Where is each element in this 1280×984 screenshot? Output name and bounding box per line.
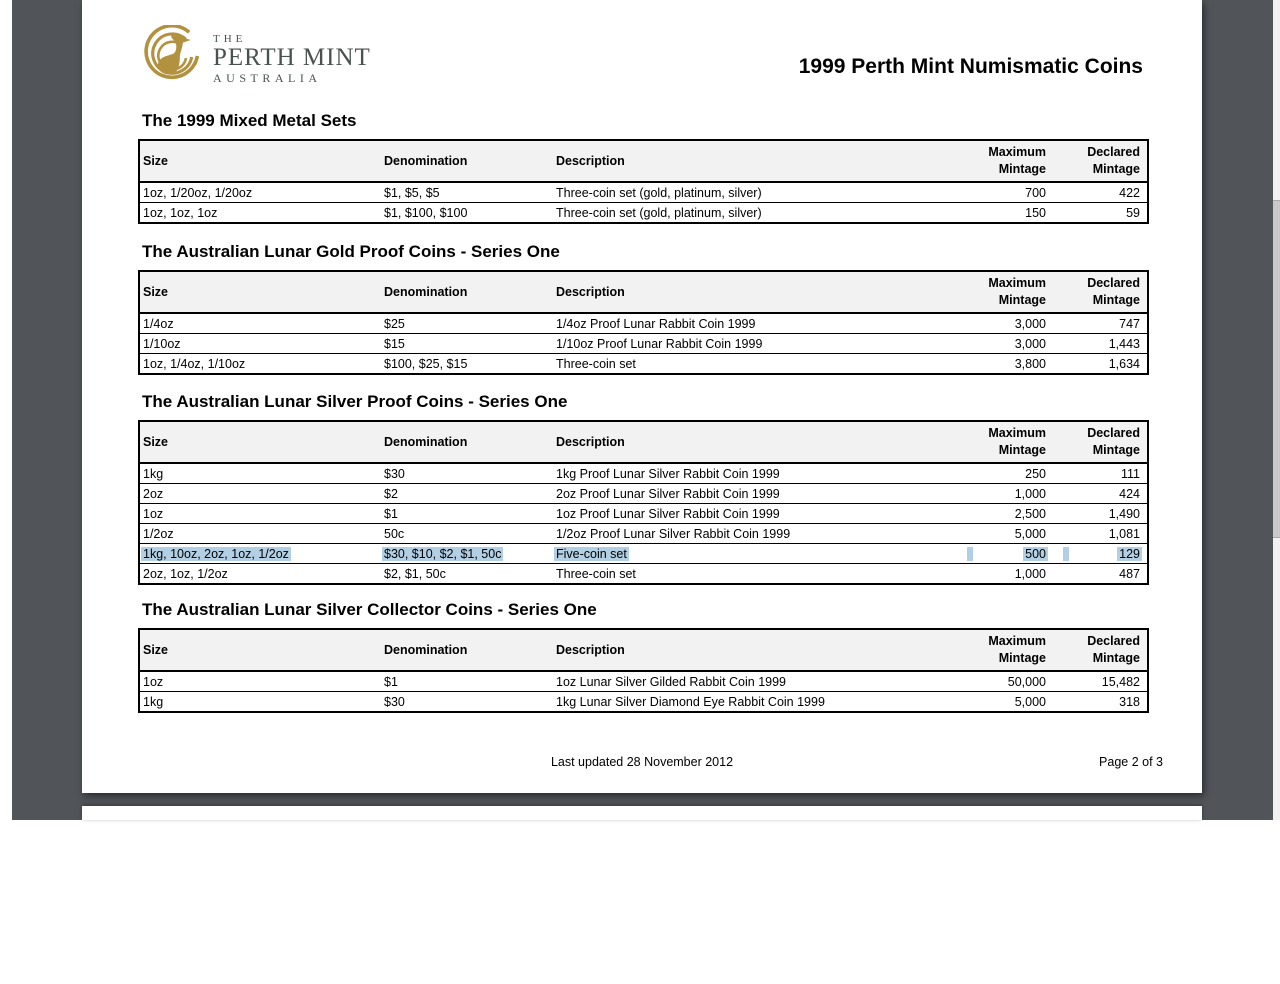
- table-cell[interactable]: 1/4oz Proof Lunar Rabbit Coin 1999: [553, 313, 967, 334]
- table-cell[interactable]: 250: [967, 463, 1051, 484]
- scrollbar-thumb[interactable]: [1273, 200, 1280, 538]
- scrollbar-track[interactable]: [1273, 0, 1280, 820]
- table-cell[interactable]: [553, 544, 967, 564]
- table-cell[interactable]: 1oz, 1/4oz, 1/10oz: [143, 356, 246, 371]
- table-cell[interactable]: 1/10oz: [139, 334, 381, 354]
- table-cell[interactable]: Three-coin set (gold, platinum, silver): [553, 182, 967, 203]
- table-cell[interactable]: 50,000: [967, 671, 1051, 692]
- table-cell[interactable]: 1oz Proof Lunar Silver Rabbit Coin 1999: [553, 504, 967, 524]
- column-header: Denomination: [381, 271, 553, 313]
- table-cell[interactable]: $1: [381, 671, 553, 692]
- table-cell[interactable]: 2,500: [967, 504, 1051, 524]
- table-cell[interactable]: 1kg Lunar Silver Diamond Eye Rabbit Coin 1999: [556, 694, 825, 709]
- selected-text[interactable]: Five-coin set: [556, 546, 627, 561]
- table-row: [139, 504, 1148, 524]
- logo-country-label: AUSTRALIA: [213, 70, 322, 85]
- column-header: Description: [553, 421, 967, 463]
- table-cell[interactable]: Three-coin set: [556, 566, 636, 581]
- page-indicator: Page 2 of 3: [1099, 755, 1163, 769]
- table-row: [139, 692, 1148, 713]
- table-cell[interactable]: $1, $100, $100: [384, 205, 468, 220]
- section-lunar-silver-proof: [138, 392, 1147, 585]
- table-cell[interactable]: 59: [1126, 205, 1140, 220]
- table-cell[interactable]: $100, $25, $15: [384, 356, 468, 371]
- table-header-row: [139, 421, 1148, 463]
- table-row: [139, 313, 1148, 334]
- pdf-page-next: [82, 806, 1202, 820]
- table-cell[interactable]: 5,000: [967, 524, 1051, 544]
- table-header-row: [139, 271, 1148, 313]
- table-cell[interactable]: [967, 544, 1051, 564]
- column-header: Denomination: [381, 421, 553, 463]
- table-cell[interactable]: $30: [384, 694, 405, 709]
- table-cell[interactable]: 111: [1051, 463, 1148, 484]
- column-header: Size: [139, 421, 381, 463]
- column-header: Description: [553, 140, 967, 182]
- table-row: [139, 182, 1148, 203]
- table-cell[interactable]: 2oz: [139, 484, 381, 504]
- column-header: Maximum Mintage: [967, 421, 1051, 463]
- table-cell[interactable]: 1oz Lunar Silver Gilded Rabbit Coin 1999: [553, 671, 967, 692]
- swan-logo-icon: [137, 25, 203, 92]
- table-cell[interactable]: 50c: [381, 524, 553, 544]
- table-cell[interactable]: [1051, 544, 1148, 564]
- column-header: Denomination: [381, 140, 553, 182]
- selected-text[interactable]: $30, $10, $2, $1, 50c: [384, 546, 502, 561]
- table-cell[interactable]: 1oz, 1oz, 1oz: [143, 205, 218, 220]
- table-cell[interactable]: 422: [1051, 182, 1148, 203]
- column-header: Size: [139, 140, 381, 182]
- table-cell[interactable]: Three-coin set: [556, 356, 636, 371]
- table-cell[interactable]: 487: [1119, 566, 1140, 581]
- pdf-viewer-background: [12, 0, 1280, 820]
- section-lunar-gold-proof: [138, 242, 1147, 375]
- table-cell[interactable]: $15: [381, 334, 553, 354]
- table-row: [139, 354, 1148, 375]
- table-cell[interactable]: 15,482: [1051, 671, 1148, 692]
- section-mixed-metal-sets: [138, 111, 1147, 224]
- table-cell[interactable]: 318: [1119, 694, 1140, 709]
- table-cell[interactable]: 700: [967, 182, 1051, 203]
- table-cell[interactable]: 5,000: [1014, 694, 1046, 709]
- table-row: [139, 564, 1148, 585]
- table-cell[interactable]: 3,000: [967, 334, 1051, 354]
- table-cell[interactable]: 747: [1051, 313, 1148, 334]
- table-cell[interactable]: 1kg Proof Lunar Silver Rabbit Coin 1999: [553, 463, 967, 484]
- table-cell[interactable]: 2oz Proof Lunar Silver Rabbit Coin 1999: [553, 484, 967, 504]
- selected-text[interactable]: 1kg, 10oz, 2oz, 1oz, 1/2oz: [143, 546, 289, 561]
- logo-name-label: PERTH MINT: [213, 43, 371, 71]
- table-cell[interactable]: 1,634: [1108, 356, 1140, 371]
- table-cell[interactable]: 1/2oz Proof Lunar Silver Rabbit Coin 1999: [553, 524, 967, 544]
- column-header: Declared Mintage: [1051, 421, 1148, 463]
- column-header: Maximum Mintage: [967, 271, 1051, 313]
- column-header: Description: [553, 271, 967, 313]
- table-row: [139, 463, 1148, 484]
- table-row: [139, 671, 1148, 692]
- column-header: Declared Mintage: [1051, 629, 1148, 671]
- selected-text[interactable]: 500: [1025, 546, 1046, 561]
- document-title: 1999 Perth Mint Numismatic Coins: [798, 55, 1143, 78]
- table-cell[interactable]: 1oz, 1/20oz, 1/20oz: [139, 182, 381, 203]
- table-cell[interactable]: 1,000: [967, 484, 1051, 504]
- data-table: [138, 420, 1149, 585]
- section-heading: The Australian Lunar Silver Proof Coins - Series One: [142, 392, 568, 411]
- section-lunar-silver-collector: [138, 600, 1147, 713]
- selected-text[interactable]: 129: [1119, 546, 1140, 561]
- column-header: Description: [553, 629, 967, 671]
- column-header: Maximum Mintage: [967, 140, 1051, 182]
- table-header-row: [139, 140, 1148, 182]
- column-header: Size: [139, 629, 381, 671]
- table-cell[interactable]: 3,000: [967, 313, 1051, 334]
- data-table: [138, 270, 1149, 375]
- selection-block: [967, 547, 973, 561]
- table-cell[interactable]: $2: [381, 484, 553, 504]
- table-cell[interactable]: 1oz: [139, 671, 381, 692]
- table-cell[interactable]: $25: [381, 313, 553, 334]
- table-row: [139, 544, 1148, 564]
- table-cell[interactable]: 424: [1051, 484, 1148, 504]
- pdf-page: [82, 0, 1202, 793]
- table-cell[interactable]: $30: [381, 463, 553, 484]
- table-header-row: [139, 629, 1148, 671]
- column-header: Denomination: [381, 629, 553, 671]
- column-header: Maximum Mintage: [967, 629, 1051, 671]
- table-cell[interactable]: Three-coin set (gold, platinum, silver): [556, 205, 762, 220]
- column-header: Declared Mintage: [1051, 271, 1148, 313]
- selection-block: [1063, 547, 1069, 561]
- logo-the-label: THE: [213, 32, 247, 45]
- table-cell[interactable]: $2, $1, 50c: [384, 566, 446, 581]
- last-updated-text: Last updated 28 November 2012: [550, 755, 734, 769]
- column-header: Declared Mintage: [1051, 140, 1148, 182]
- table-cell[interactable]: 1,443: [1051, 334, 1148, 354]
- table-cell[interactable]: [139, 544, 381, 564]
- data-table: [138, 628, 1149, 713]
- table-cell[interactable]: [381, 544, 553, 564]
- table-cell[interactable]: 1/10oz Proof Lunar Rabbit Coin 1999: [553, 334, 967, 354]
- table-cell[interactable]: $1, $5, $5: [381, 182, 553, 203]
- table-cell[interactable]: 3,800: [1014, 356, 1046, 371]
- table-row: [139, 203, 1148, 224]
- table-cell[interactable]: 2oz, 1oz, 1/2oz: [143, 566, 228, 581]
- column-header: Size: [139, 271, 381, 313]
- table-cell[interactable]: 1,000: [1014, 566, 1046, 581]
- section-heading: The Australian Lunar Silver Collector Coins - Series One: [142, 600, 597, 619]
- table-cell[interactable]: 1kg: [139, 463, 381, 484]
- table-row: [139, 334, 1148, 354]
- table-cell[interactable]: 1,081: [1051, 524, 1148, 544]
- section-heading: The Australian Lunar Gold Proof Coins - Series One: [142, 242, 560, 261]
- table-row: [139, 484, 1148, 504]
- table-cell[interactable]: 1/4oz: [139, 313, 381, 334]
- table-row: [139, 524, 1148, 544]
- section-heading: The 1999 Mixed Metal Sets: [142, 111, 357, 130]
- data-table: [138, 139, 1149, 224]
- perth-mint-logo: [137, 25, 371, 92]
- table-cell[interactable]: 1kg: [143, 694, 164, 709]
- table-cell[interactable]: 150: [1025, 205, 1046, 220]
- table-cell[interactable]: 1oz: [139, 504, 381, 524]
- table-cell[interactable]: 1/2oz: [139, 524, 381, 544]
- table-cell[interactable]: $1: [381, 504, 553, 524]
- table-cell[interactable]: 1,490: [1051, 504, 1148, 524]
